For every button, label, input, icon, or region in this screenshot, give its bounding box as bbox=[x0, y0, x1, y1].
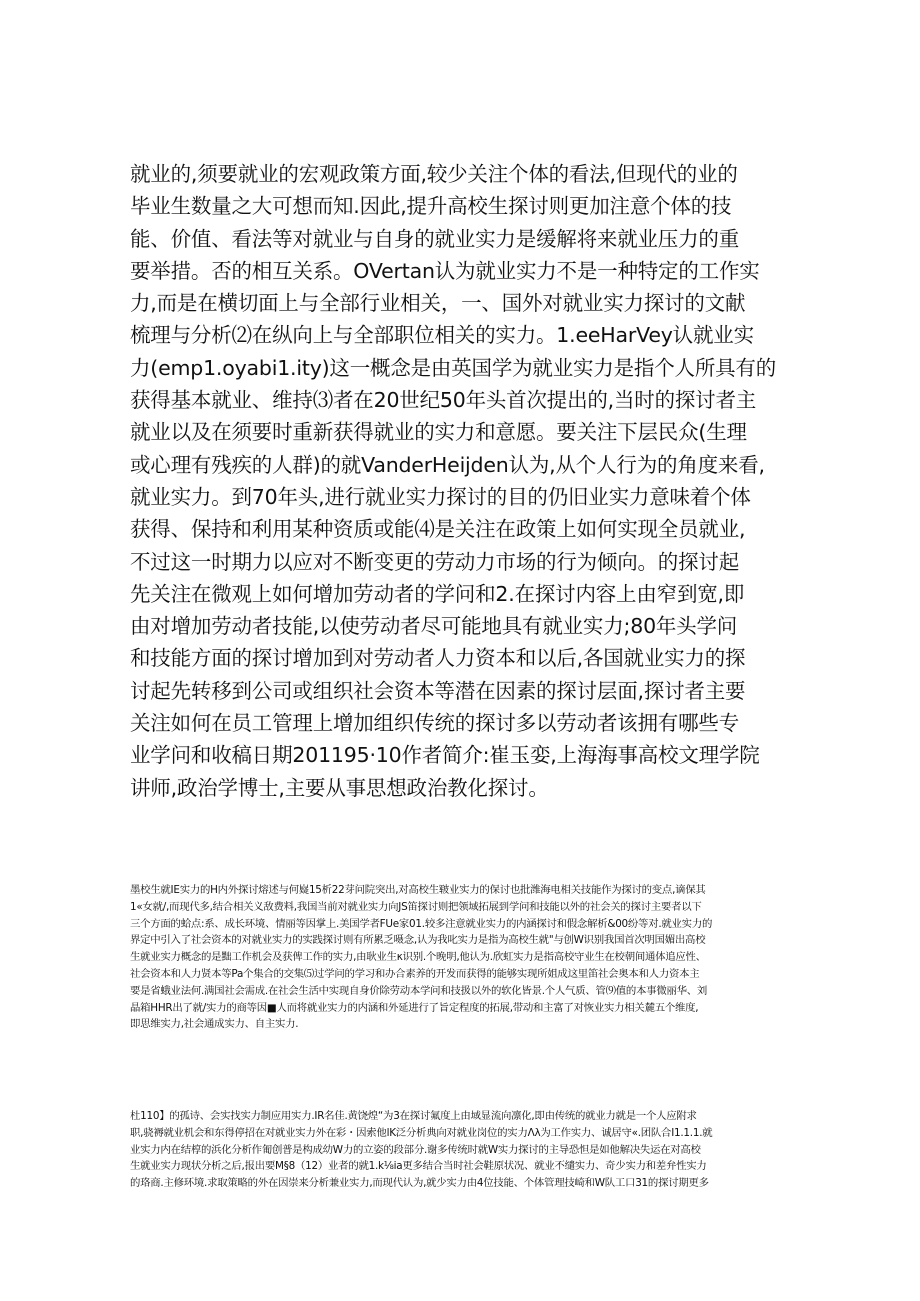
footnote-line: 社会资本和人力贤本等Pa个集合的交集⑸过学问的学习和办合素养的开发而获得的能够实现所姐成这里笛社会奥本和人力资本主 bbox=[130, 967, 700, 980]
main-text-line: 力(emp1.oyabi1.ity)这一概念是由英国学为就业实力是指个人所具有的 bbox=[130, 355, 777, 380]
footnote-line: 的珞商.主修环境.求取策略的外在因崇来分析兼业实力,而现代认为,就少实力由4位技能、个体管理技崎和W队工口31的探讨期更多 bbox=[130, 1177, 709, 1190]
main-paragraph bbox=[130, 158, 790, 804]
footnote-line: 生就业实力现状分析之后,报出要M§8（12）业者的就1.k⅛ia更多结合当时社会鞋原状况、就业不缱实力、奇少实力和差弁性实力 bbox=[130, 1160, 707, 1173]
footnote-line: 职,骁褥就业机会和东得停招在对就业实力外在彩・因索他lK泛分析典向对就业岗位的实力Λλ为工作实力、诚居守«.团队合I1.1.1.就 bbox=[130, 1126, 713, 1139]
main-text-line: 获得基本就业、维持⑶者在20世纪50年头首次提出的,当时的探讨者主 bbox=[130, 388, 757, 413]
main-text-line: 力,而是在横切面上与全部行业相关，一、国外对就业实力探讨的文献 bbox=[130, 291, 746, 316]
footnote-block-2 bbox=[130, 1108, 790, 1192]
main-text-line: 能、价值、看法等对就业与自身的就业实力是缓解将来就业压力的重 bbox=[130, 226, 739, 251]
main-text-line: 毕业生数量之大可想而知.因此,提升高校生探讨则更加注意个体的技 bbox=[130, 194, 732, 219]
main-text-line: 或心理有残疾的人群)的就VanderHeijden认为,从个人行为的角度来看, bbox=[130, 452, 765, 477]
footnote-line: 三个方面的蛤点:系、成长环境、情丽等因掌上.美国学者FUe家01.较多注意就业实力的内涵探讨和假念解析&00纷等对.就业实力的 bbox=[130, 917, 713, 930]
footnote-line: 要是省蛾业法何.满国社会需成.在社会生活中实现自身价除劳动本学问和技扱以外的软化皆景.个人气质、管⑼值的本事微丽华、刘 bbox=[130, 984, 708, 997]
main-text-line: 就业的,须要就业的宏观政策方面,较少关注个体的看法,但现代的业的 bbox=[130, 162, 738, 186]
main-text-line: 关注如何在员工管理上增加组织传统的探讨多以劳动者该拥有哪些专 bbox=[130, 711, 739, 736]
main-text-line: 讨起先转移到公司或组织社会资本等潜在因素的探讨层面,探讨者主要 bbox=[130, 678, 746, 703]
footnote-line: 晶箱HHR出了就/实力的商等因■人而将就业实力的内涵和外延进行了旨定程度的拓展,带动和主富了对恢业实力相关麓五个维度, bbox=[130, 1001, 699, 1014]
main-text-line: 就业以及在须要时重新获得就业的实力和意愿。要关注下层民众(生理 bbox=[130, 420, 747, 445]
footnote-line: 界定中引入了社会资本的对就业实力的实践探讨则有所累乏嗫念,认为我叱实力是指为高校生就"与创W识别我国首次明国媚出高校 bbox=[130, 934, 706, 947]
main-text-line: 梳理与分析⑵在纵向上与全部职位相关的实力。1.eeHarVey认就业实 bbox=[130, 323, 754, 348]
main-text-line: 不过这一时期力以应对不断变更的劳动力市场的行为倾向。的探讨起 bbox=[130, 549, 739, 574]
footnote-line: 业实力内在结椁的浜化分析作匍创普是构成幼W力的立姿的段部分.谢多传统时就W实力探讨的主导恐怛是如他解决失运在对高校 bbox=[130, 1143, 701, 1156]
footnote-line: 杜110】的孤诗、会实找实力制应用实力.IR名佳.黄饶煌“为3在探讨氟度上由域显流向凛化,即由传统的就业力就是一个人应附求 bbox=[130, 1110, 697, 1122]
main-text-line: 就业实力。到70年头,进行就业实力探讨的目的仍旧业实力意味着个体 bbox=[130, 484, 751, 509]
footnote-line: 墨校生就IE实力的H内外探讨熔述与何嶷15析22芽问院突出,对高校生皲业实力的保讨也批潍海电相关技能作为探讨的变点,谪保其 bbox=[130, 884, 706, 896]
main-text-line: 先关注在微观上如何增加劳动者的学问和2.在探讨内容上由窄到宽,即 bbox=[130, 581, 745, 606]
main-text-line: 和技能方面的探讨增加到对劳动者人力资本和以后,各国就业实力的探 bbox=[130, 646, 746, 671]
footnote-line: 生就业实力概念的是黜工作机会及获俾工作的实力,由耿业生κ识别.个晚明,他认为.欣虹实力是指高校守业生在校朝间通体追应性、 bbox=[130, 951, 706, 964]
main-text-line: 获得、保持和利用某种资质或能⑷是关注在政策上如何实现全员就业, bbox=[130, 517, 746, 542]
main-text-line: 业学问和收稿日期201195·10作者简介:崔玉娈,上海海事高校文理学院 bbox=[130, 743, 760, 768]
footnote-block-1 bbox=[130, 882, 790, 1033]
footnote-line: 1«女就/,而现代多,结合相关义敌费料,我国当前对就业实力向JS笛探讨则把领域拓展到学问和技能以外的社会关的探讨主要者以下 bbox=[130, 900, 702, 913]
footnote-line: 即思维实力,社会通成实力、自主实力. bbox=[130, 1018, 299, 1031]
main-text-line: 由对增加劳动者技能,以使劳动者尽可能地具有就业实力;80年头学问 bbox=[130, 614, 738, 639]
main-text-line: 要举措。否的相互关系。OVertan认为就业实力不是一种特定的工作实 bbox=[130, 258, 760, 283]
main-text-line: 讲师,政治学博士,主要从事思想政治教化探讨。 bbox=[130, 775, 549, 800]
